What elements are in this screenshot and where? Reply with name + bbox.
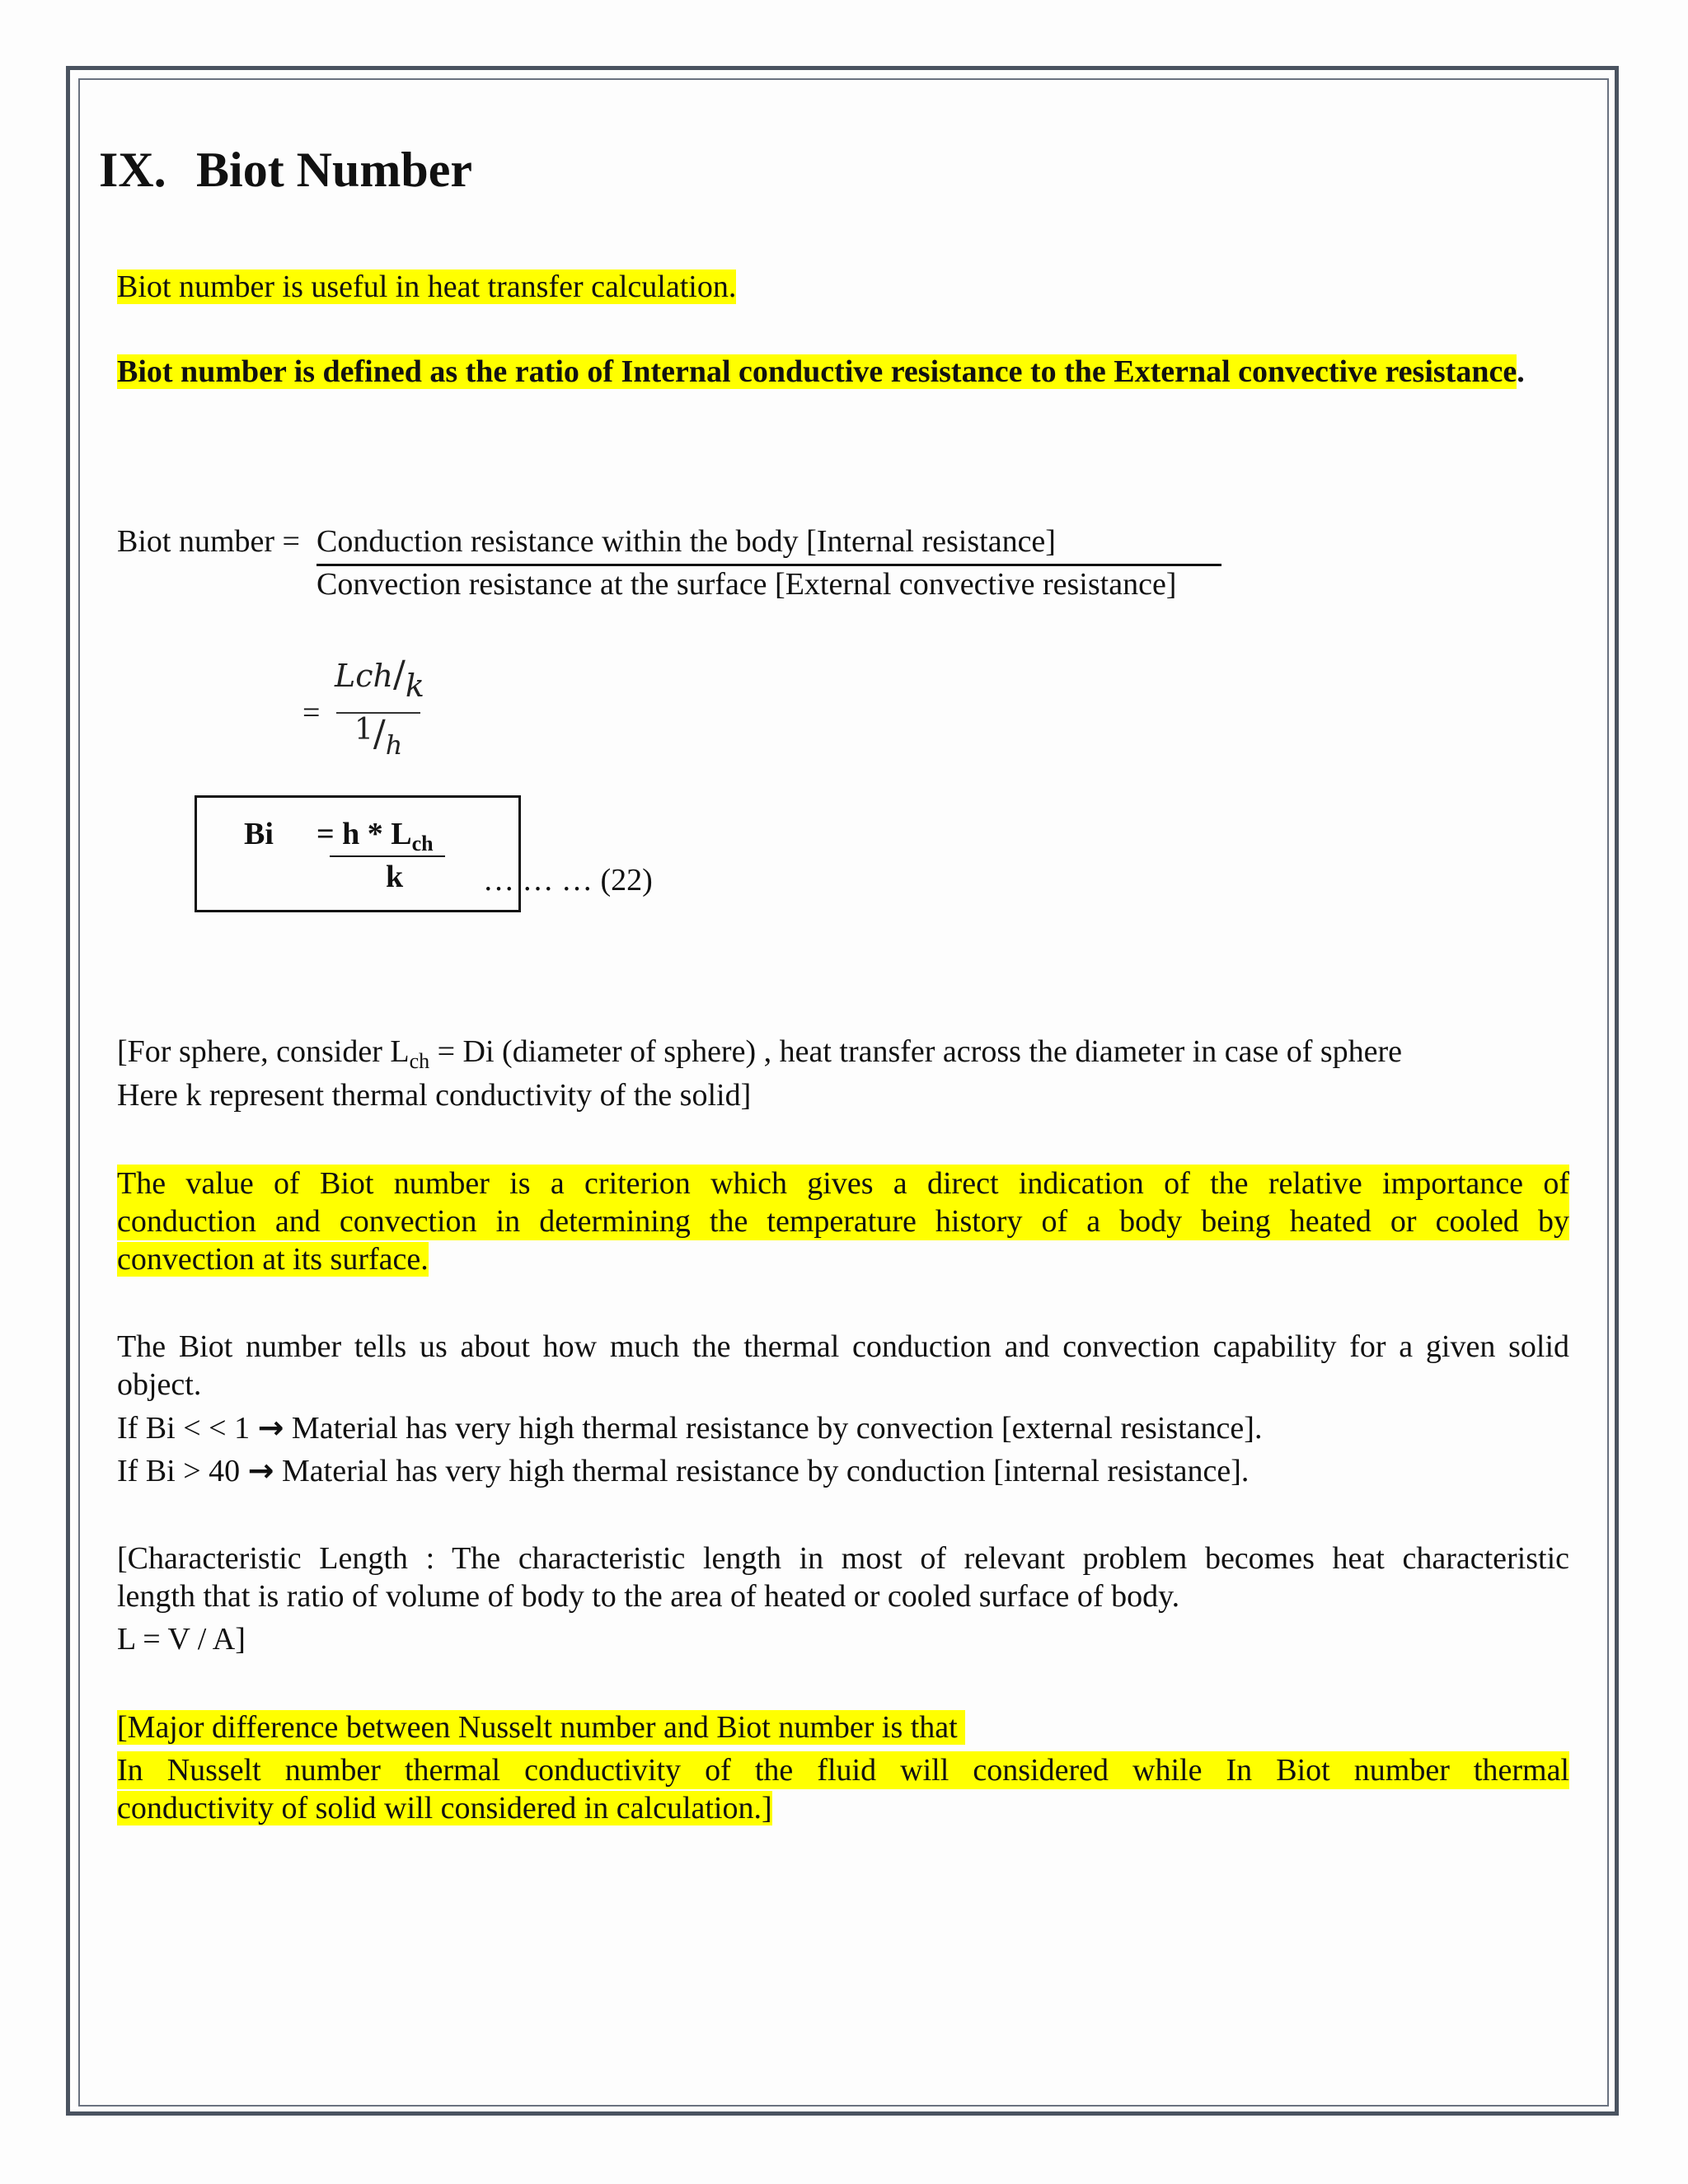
- criterion-line3: convection at its surface.: [117, 1242, 429, 1277]
- definition-paragraph: [117, 353, 1569, 391]
- intro-text: Biot number is useful in heat transfer calculation.: [117, 269, 737, 304]
- condition-bi-small: [117, 1408, 1262, 1447]
- condition-bi-small-post: Material has very high thermal resistance by convection [external resistance].: [284, 1411, 1263, 1446]
- characteristic-length-line2: length that is ratio of volume of body to the area of heated or cooled surface of body.: [117, 1579, 1180, 1614]
- sphere-note-pre: [For sphere, consider L: [117, 1034, 410, 1069]
- math-num-slash: /: [393, 654, 406, 696]
- definition-period: .: [1517, 354, 1525, 389]
- math-numerator: [335, 654, 424, 704]
- difference-paragraph: [117, 1751, 1569, 1827]
- formula-ch-subscript: ch: [411, 832, 434, 855]
- criterion-line1: The value of Biot number is a criterion which gives a direct indication of the relative importance of: [117, 1166, 1569, 1201]
- difference-line2: In Nusselt number thermal conductivity of the fluid will considered while In Biot number thermal: [117, 1753, 1569, 1788]
- formula-bi-label: Bi: [244, 817, 274, 851]
- arrow-right-icon: →: [247, 1452, 274, 1488]
- formula-numerator: [316, 815, 434, 856]
- section-title: Biot Number: [196, 143, 472, 197]
- characteristic-length-line1: [Characteristic Length : The characteristic length in most of relevant problem becomes heat characteristic: [117, 1541, 1569, 1576]
- math-num-k: k: [405, 668, 424, 704]
- criterion-line1-wrap: [117, 1165, 1569, 1202]
- equation-number: … … … (22): [483, 863, 653, 898]
- math-den-1: 1: [354, 713, 373, 747]
- math-denominator: [354, 713, 403, 761]
- section-heading: [99, 140, 472, 199]
- formula-denominator-k: k: [386, 860, 404, 894]
- sphere-note-line2: Here k represent thermal conductivity of the solid]: [117, 1078, 752, 1113]
- criterion-line3-wrap: [117, 1240, 1569, 1278]
- sphere-note-line1: [117, 1033, 1402, 1074]
- formula-h-l: = h * L: [316, 817, 412, 851]
- criterion-line2: conduction and convection in determining the temperature history of a body being heated or cooled by: [117, 1204, 1569, 1239]
- condition-bi-large-post: Material has very high thermal resistance by conduction [internal resistance].: [274, 1454, 1250, 1488]
- criterion-paragraph: [117, 1165, 1569, 1278]
- difference-line3: conductivity of solid will considered in calculation.]: [117, 1791, 772, 1825]
- difference-line1-pad: [958, 1710, 966, 1745]
- difference-line2-wrap: [117, 1751, 1569, 1789]
- capability-line2: object.: [117, 1367, 202, 1402]
- capability-line1: The Biot number tells us about how much the thermal conduction and convection capability for a given solid: [117, 1329, 1569, 1364]
- condition-bi-large-pre: If Bi > 40: [117, 1454, 241, 1488]
- biot-definition-lhs: Biot number =: [117, 524, 300, 559]
- difference-line1-wrap: [117, 1708, 965, 1746]
- arrow-right-icon: →: [257, 1409, 284, 1446]
- biot-definition-numerator: Conduction resistance within the body [Internal resistance]: [316, 524, 1056, 559]
- formula-fraction-bar: [330, 855, 445, 857]
- math-den-slash: /: [373, 713, 386, 755]
- definition-text: Biot number is defined as the ratio of Internal conductive resistance to the External convective resistance: [117, 354, 1517, 389]
- biot-definition-denominator: Convection resistance at the surface [External convective resistance]: [316, 567, 1177, 602]
- math-num-l: L: [335, 658, 356, 694]
- criterion-line2-wrap: [117, 1202, 1569, 1240]
- math-den-h: h: [385, 729, 403, 761]
- intro-paragraph: [117, 268, 736, 306]
- difference-line1: [Major difference between Nusselt number and Biot number is that: [117, 1710, 958, 1745]
- math-equals-sign: =: [302, 696, 321, 730]
- condition-bi-small-pre: If Bi < < 1: [117, 1411, 251, 1446]
- math-num-ch: ch: [355, 658, 393, 694]
- section-number: IX.: [99, 143, 166, 197]
- sphere-note-subscript: ch: [409, 1049, 430, 1073]
- difference-line3-wrap: [117, 1789, 1569, 1827]
- condition-bi-large: [117, 1451, 1249, 1490]
- characteristic-length-formula: L = V / A]: [117, 1622, 246, 1657]
- sphere-note-post: = Di (diameter of sphere) , heat transfer across the diameter in case of sphere: [429, 1034, 1403, 1069]
